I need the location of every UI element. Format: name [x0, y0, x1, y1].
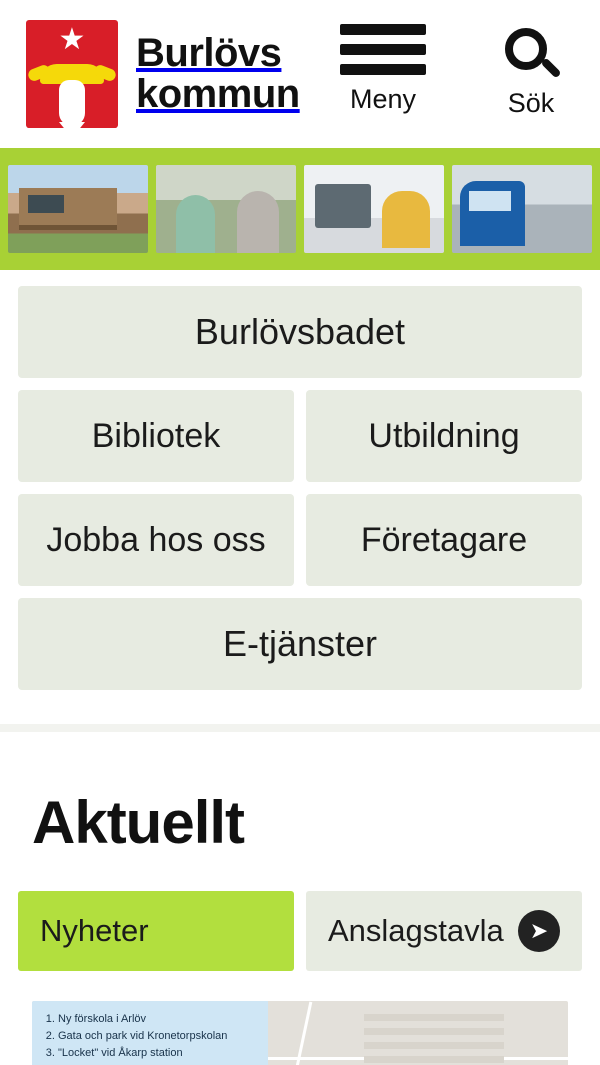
quicklinks-row [18, 494, 582, 586]
quicklink-bibliotek[interactable]: Bibliotek [18, 390, 294, 482]
arrow-right-icon: ➤ [518, 910, 560, 952]
sugar-beet-icon [59, 80, 85, 126]
search-icon [496, 24, 566, 86]
menu-button[interactable] [340, 24, 426, 115]
section-divider [0, 724, 600, 732]
quicklink-burlovsbadet[interactable]: Burlövsbadet [18, 286, 582, 378]
map-legend-item: 2. Gata och park vid Kronetorpskolan [58, 1028, 258, 1045]
child-with-headphones-photo [304, 165, 444, 253]
wordmark-line-2: kommun [136, 72, 300, 116]
tab-nyheter[interactable] [18, 891, 294, 971]
quicklinks-row [18, 598, 582, 690]
site-wordmark [136, 33, 300, 115]
tab-nyheter-label: Nyheter [40, 913, 149, 948]
burlovs-kommun-crest-icon: ★ [26, 20, 118, 128]
search-button[interactable] [492, 24, 570, 119]
hamburger-icon [340, 24, 426, 75]
two-women-photo [156, 165, 296, 253]
tab-anslagstavla-label: Anslagstavla [328, 913, 504, 948]
quicklink-foretagare[interactable]: Företagare [306, 494, 582, 586]
site-logo-link[interactable] [26, 20, 300, 128]
hero-image-strip [0, 148, 600, 270]
site-header [0, 0, 600, 148]
quicklinks-row [18, 286, 582, 378]
building-photo [8, 165, 148, 253]
map-card[interactable] [32, 1001, 568, 1065]
train-station-photo [452, 165, 592, 253]
tab-anslagstavla[interactable] [306, 891, 582, 971]
map-legend [32, 1001, 268, 1065]
menu-button-label: Meny [349, 84, 417, 114]
wordmark-line-1: Burlövs [136, 31, 282, 76]
quicklinks-row [18, 390, 582, 482]
aktuellt-section [0, 788, 600, 1065]
map-legend-item: 1. Ny förskola i Arlöv [58, 1011, 258, 1028]
quicklink-jobba-hos-oss[interactable]: Jobba hos oss [18, 494, 294, 586]
quicklink-e-tjanster[interactable]: E-tjänster [18, 598, 582, 690]
aktuellt-tabs [18, 891, 582, 971]
search-button-label: Sök [507, 88, 555, 118]
map-blocks [364, 1014, 503, 1065]
map-legend-item: 3. "Locket" vid Åkarp station [58, 1045, 258, 1062]
quicklinks-section [0, 270, 600, 724]
quicklink-utbildning[interactable]: Utbildning [306, 390, 582, 482]
page-title: Aktuellt [32, 789, 245, 856]
